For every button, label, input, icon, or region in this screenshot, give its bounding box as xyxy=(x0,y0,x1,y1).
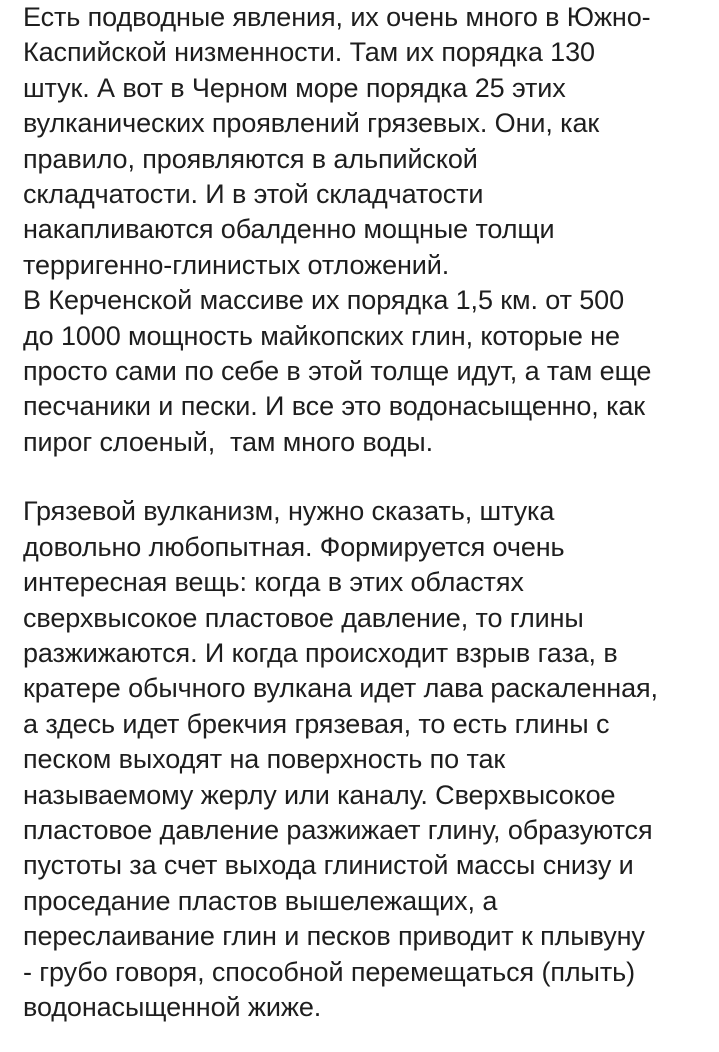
text-line: кратере обычного вулкана идет лава раскаленная, xyxy=(23,673,658,704)
text-line: Грязевой вулканизм, нужно сказать, штука xyxy=(23,496,555,527)
paragraph-1 xyxy=(23,0,713,460)
text-line: просто сами по себе в этой толще идут, а там еще xyxy=(23,356,652,387)
text-line: накапливаются обалденно мощные толщи xyxy=(23,214,555,245)
text-line: В Керченской массиве их порядка 1,5 км. от 500 xyxy=(23,285,624,316)
text-line: штук. А вот в Черном море порядка 25 этих xyxy=(23,72,566,103)
text-line: - грубо говоря, способной перемещаться (плыть) xyxy=(23,956,635,987)
paragraph-2 xyxy=(23,494,713,1025)
text-line: пустоты за счет выхода глинистой массы снизу и xyxy=(23,850,634,881)
document-body xyxy=(23,0,713,1025)
text-line: терригенно-глинистых отложений. xyxy=(23,249,450,280)
text-line: пластовое давление разжижает глину, образуются xyxy=(23,814,653,845)
text-line: вулканических проявлений грязевых. Они, как xyxy=(23,108,600,139)
text-line: сверхвысокое пластовое давление, то глины xyxy=(23,602,584,633)
text-line: переслаивание глин и песков приводит к плывуну xyxy=(23,921,645,952)
text-line: а здесь идет брекчия грязевая, то есть глины с xyxy=(23,708,610,739)
text-line: разжижаются. И когда происходит взрыв газа, в xyxy=(23,637,618,668)
text-line: интересная вещь: когда в этих областях xyxy=(23,567,524,598)
text-line: складчатости. И в этой складчатости xyxy=(23,179,484,210)
text-line: довольно любопытная. Формируется очень xyxy=(23,531,565,562)
text-line: Каспийской низменности. Там их порядка 130 xyxy=(23,37,595,68)
text-line: до 1000 мощность майкопских глин, которые не xyxy=(23,320,620,351)
text-line: водонасыщенной жиже. xyxy=(23,991,322,1022)
text-line: Есть подводные явления, их очень много в Южно- xyxy=(23,2,651,32)
text-line: песком выходят на поверхность по так xyxy=(23,744,506,775)
paragraph-spacer xyxy=(23,460,713,494)
text-line: пирог слоеный, там много воды. xyxy=(23,426,434,457)
text-line: называемому жерлу или каналу. Сверхвысокое xyxy=(23,779,616,810)
text-line: проседание пластов вышележащих, а xyxy=(23,885,498,916)
text-line: песчаники и пески. И все это водонасыщенно, как xyxy=(23,391,646,422)
text-line: правило, проявляются в альпийской xyxy=(23,143,478,174)
